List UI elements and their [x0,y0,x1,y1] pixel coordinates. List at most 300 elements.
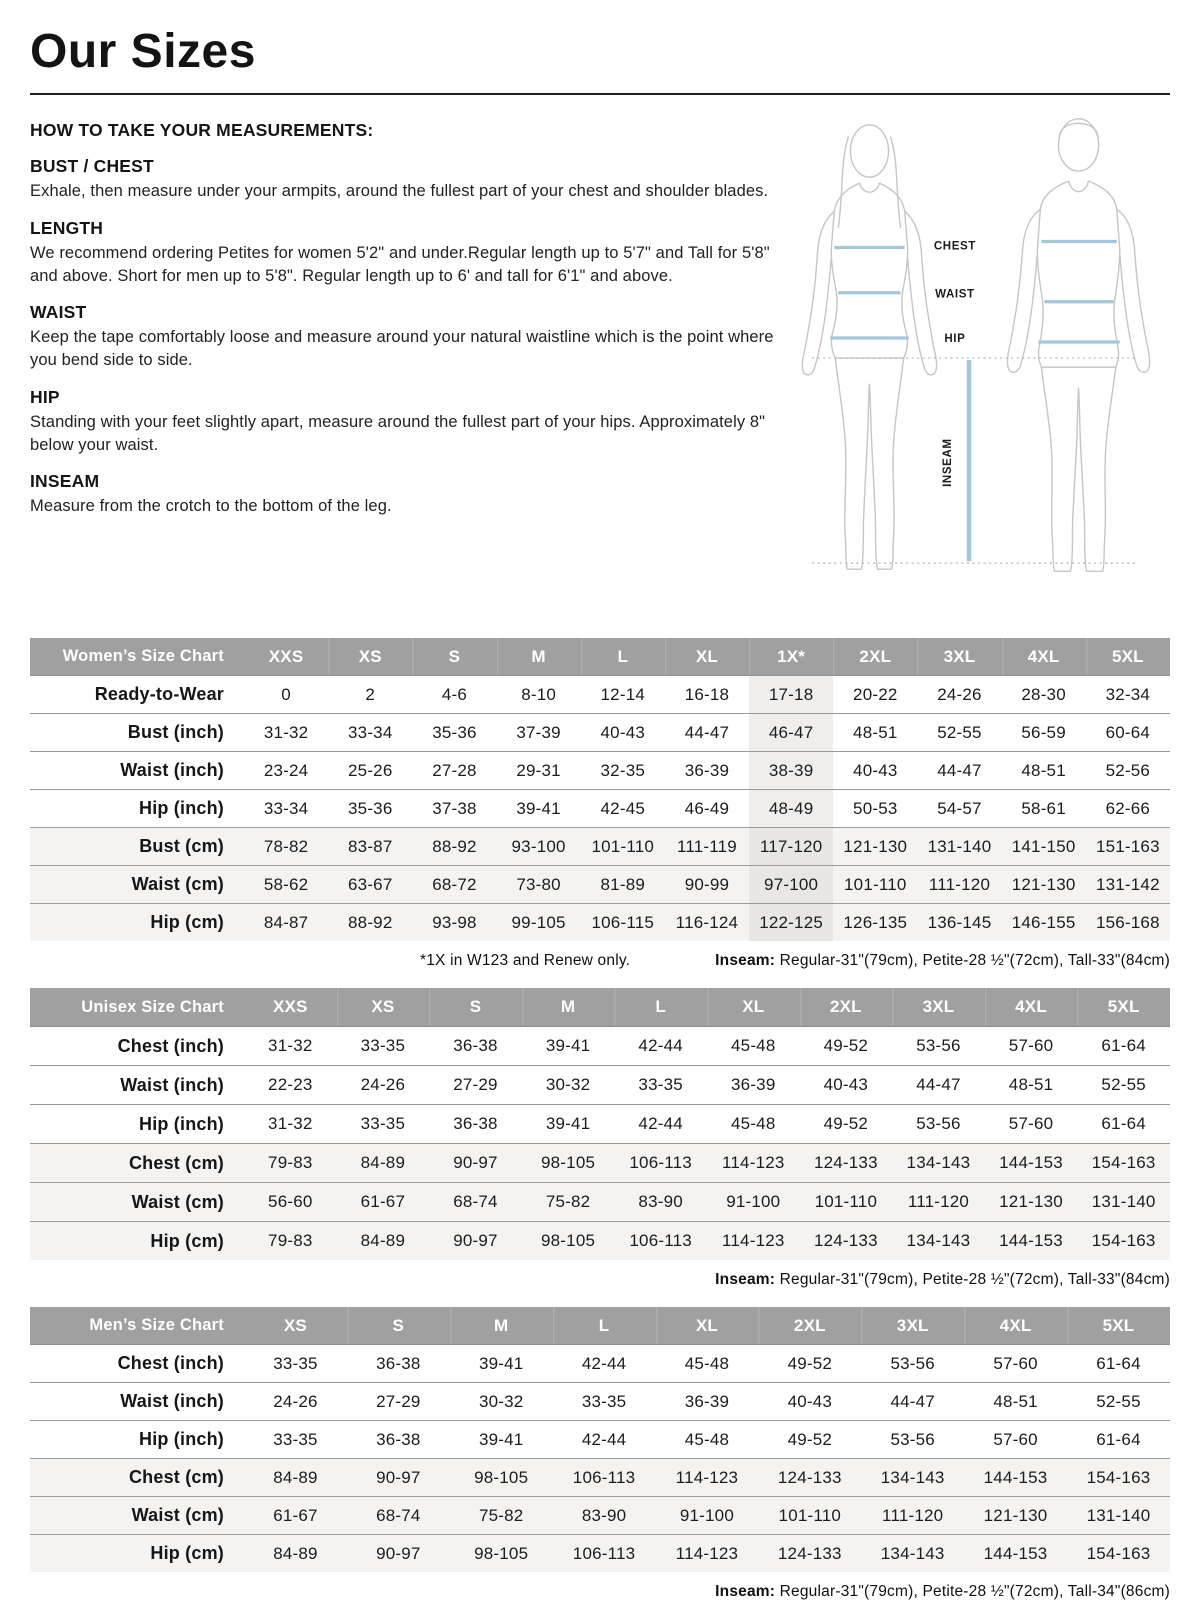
size-cell: 42-44 [614,1105,707,1144]
size-cell: 144-153 [964,1459,1067,1497]
size-table-men [30,1307,1170,1572]
size-cell: 151-163 [1086,828,1170,866]
table-header-row [30,988,1170,1027]
size-cell: 131-140 [1077,1183,1170,1222]
size-cell: 36-39 [665,752,749,790]
size-cell: 52-56 [1086,752,1170,790]
row-label: Waist (inch) [30,1383,244,1421]
size-cell: 90-97 [347,1459,450,1497]
size-cell: 56-59 [1002,714,1086,752]
size-cell: 121-130 [985,1183,1078,1222]
size-cell: 27-29 [347,1383,450,1421]
size-cell: 49-52 [758,1345,861,1383]
size-cell: 90-97 [429,1222,522,1260]
size-cell: 33-34 [328,714,412,752]
size-cell: 124-133 [758,1459,861,1497]
size-cell: 116-124 [665,904,749,941]
measurements-section [30,120,1170,590]
section-hip [30,387,782,457]
size-cell: 61-64 [1067,1345,1170,1383]
size-cell: 90-99 [665,866,749,904]
size-cell: 121-130 [1002,866,1086,904]
size-cell: 30-32 [522,1066,615,1105]
table-row [30,714,1170,752]
size-table-women [30,638,1170,941]
column-header: XXS [244,638,328,676]
row-label: Chest (cm) [30,1459,244,1497]
size-cell: 144-153 [985,1222,1078,1260]
size-cell: 36-39 [707,1066,800,1105]
size-cell: 84-89 [244,1535,347,1572]
table-row [30,1421,1170,1459]
size-cell: 44-47 [861,1383,964,1421]
table-footnote [30,1583,1170,1601]
size-cell: 49-52 [800,1027,893,1066]
size-cell: 121-130 [964,1497,1067,1535]
column-header: 1X* [749,638,833,676]
size-cell: 84-89 [244,1459,347,1497]
size-cell: 114-123 [707,1222,800,1260]
how-to-text-column [30,120,782,518]
size-cell: 57-60 [985,1105,1078,1144]
hip-label: HIP [944,332,966,345]
size-cell: 131-142 [1086,866,1170,904]
unisex-size-chart-section [30,988,1170,1289]
size-cell: 156-168 [1086,904,1170,941]
size-cell: 24-26 [244,1383,347,1421]
size-cell: 73-80 [497,866,581,904]
column-header: M [450,1307,553,1345]
size-cell: 33-35 [337,1027,430,1066]
column-header: L [581,638,665,676]
column-header: 3XL [892,988,985,1027]
size-cell: 144-153 [964,1535,1067,1572]
size-cell: 52-55 [1077,1066,1170,1105]
size-cell: 75-82 [522,1183,615,1222]
size-cell: 68-74 [429,1183,522,1222]
section-title: BUST / CHEST [30,156,154,176]
size-cell: 106-113 [553,1459,656,1497]
size-cell: 90-97 [347,1535,450,1572]
column-header: 5XL [1086,638,1170,676]
table-row [30,866,1170,904]
row-label: Waist (cm) [30,1183,244,1222]
table-title: Unisex Size Chart [30,988,244,1027]
mens-size-chart-section [30,1307,1170,1601]
table-row [30,1222,1170,1260]
column-header: 5XL [1067,1307,1170,1345]
size-cell: 134-143 [861,1535,964,1572]
table-row [30,1345,1170,1383]
size-cell: 91-100 [656,1497,759,1535]
size-cell: 23-24 [244,752,328,790]
section-body: Exhale, then measure under your armpits, around the fullest part of your chest and shoulder blades. [30,182,769,200]
size-cell: 45-48 [707,1105,800,1144]
size-cell: 36-38 [347,1345,450,1383]
size-cell: 99-105 [497,904,581,941]
table-row [30,1144,1170,1183]
row-label: Waist (cm) [30,1497,244,1535]
table-row [30,1183,1170,1222]
size-cell: 29-31 [497,752,581,790]
size-cell: 36-39 [656,1383,759,1421]
column-header: L [553,1307,656,1345]
column-header: 2XL [758,1307,861,1345]
row-label: Waist (cm) [30,866,244,904]
size-cell: 56-60 [244,1183,337,1222]
size-cell: 98-105 [450,1459,553,1497]
size-cell: 45-48 [707,1027,800,1066]
size-cell: 60-64 [1086,714,1170,752]
size-cell: 48-51 [985,1066,1078,1105]
size-cell: 48-51 [1002,752,1086,790]
size-cell: 49-52 [758,1421,861,1459]
section-body: Keep the tape comfortably loose and measure around your natural waistline which is the point where you bend side to side. [30,328,774,370]
size-cell: 111-119 [665,828,749,866]
page-title: Our Sizes [30,25,256,78]
size-cell: 27-28 [412,752,496,790]
size-cell: 61-64 [1067,1421,1170,1459]
size-cell: 45-48 [656,1345,759,1383]
size-cell: 106-115 [581,904,665,941]
row-label: Waist (inch) [30,752,244,790]
inseam-label: INSEAM [941,438,954,487]
section-body: Measure from the crotch to the bottom of the leg. [30,497,392,516]
table-row [30,1459,1170,1497]
size-cell: 17-18 [749,676,833,714]
size-cell: 98-105 [522,1222,615,1260]
size-cell: 40-43 [758,1383,861,1421]
size-cell: 46-49 [665,790,749,828]
size-cell: 53-56 [892,1105,985,1144]
row-label: Hip (inch) [30,1421,244,1459]
size-cell: 28-30 [1002,676,1086,714]
size-cell: 53-56 [861,1345,964,1383]
size-cell: 12-14 [581,676,665,714]
row-label: Chest (inch) [30,1027,244,1066]
size-cell: 83-90 [614,1183,707,1222]
size-cell: 46-47 [749,714,833,752]
size-cell: 93-100 [497,828,581,866]
size-cell: 36-38 [429,1027,522,1066]
section-bust-chest [30,156,782,203]
row-label: Hip (cm) [30,1222,244,1260]
size-cell: 91-100 [707,1183,800,1222]
size-cell: 35-36 [328,790,412,828]
size-cell: 31-32 [244,1027,337,1066]
size-cell: 131-140 [917,828,1001,866]
body-figures-illustration [782,108,1164,582]
column-header: 4XL [985,988,1078,1027]
size-cell: 57-60 [964,1345,1067,1383]
size-cell: 84-87 [244,904,328,941]
size-cell: 40-43 [833,752,917,790]
size-cell: 25-26 [328,752,412,790]
size-cell: 45-48 [656,1421,759,1459]
size-cell: 126-135 [833,904,917,941]
size-cell: 37-39 [497,714,581,752]
table-row [30,1027,1170,1066]
size-cell: 144-153 [985,1144,1078,1183]
column-header: 5XL [1077,988,1170,1027]
size-cell: 53-56 [892,1027,985,1066]
size-cell: 52-55 [1067,1383,1170,1421]
table-title: Men’s Size Chart [30,1307,244,1345]
size-cell: 32-35 [581,752,665,790]
column-header: XS [244,1307,347,1345]
size-cell: 79-83 [244,1222,337,1260]
size-cell: 88-92 [412,828,496,866]
title-divider [30,93,1170,95]
size-cell: 98-105 [522,1144,615,1183]
column-header: XL [656,1307,759,1345]
size-cell: 2 [328,676,412,714]
size-cell: 111-120 [892,1183,985,1222]
size-cell: 63-67 [328,866,412,904]
size-table-unisex [30,988,1170,1260]
size-cell: 36-38 [429,1105,522,1144]
footnote-inseam: Inseam: Regular-31"(79cm), Petite-28 ½"(72cm), Tall-33"(84cm) [715,952,1170,969]
size-cell: 33-35 [244,1345,347,1383]
size-cell: 101-110 [758,1497,861,1535]
measurement-diagram [782,108,1164,582]
size-cell: 31-32 [244,714,328,752]
size-cell: 101-110 [800,1183,893,1222]
chest-label: CHEST [933,240,976,253]
size-cell: 44-47 [892,1066,985,1105]
size-cell: 40-43 [800,1066,893,1105]
female-figure-outline [802,125,936,569]
waist-label: WAIST [935,288,975,301]
size-cell: 8-10 [497,676,581,714]
table-title: Women’s Size Chart [30,638,244,676]
size-cell: 39-41 [450,1421,553,1459]
size-cell: 90-97 [429,1144,522,1183]
size-cell: 20-22 [833,676,917,714]
column-header: 2XL [800,988,893,1027]
size-cell: 39-41 [450,1345,553,1383]
footnote-inseam: Inseam: Regular-31"(79cm), Petite-28 ½"(72cm), Tall-33"(84cm) [715,1271,1170,1288]
size-cell: 134-143 [892,1222,985,1260]
size-cell: 42-44 [553,1421,656,1459]
footnote-asterisk-note: *1X in W123 and Renew only. [419,952,631,969]
size-cell: 39-41 [497,790,581,828]
section-title: WAIST [30,302,87,323]
size-cell: 49-52 [800,1105,893,1144]
size-cell: 114-123 [707,1144,800,1183]
column-header: 4XL [1002,638,1086,676]
size-cell: 84-89 [337,1144,430,1183]
size-cell: 53-56 [861,1421,964,1459]
size-cell: 32-34 [1086,676,1170,714]
size-cell: 62-66 [1086,790,1170,828]
size-cell: 61-67 [244,1497,347,1535]
size-cell: 124-133 [800,1144,893,1183]
column-header: 2XL [833,638,917,676]
size-cell: 88-92 [328,904,412,941]
section-inseam [30,471,782,518]
size-cell: 124-133 [800,1222,893,1260]
size-cell: 0 [244,676,328,714]
size-cell: 134-143 [861,1459,964,1497]
size-cell: 68-74 [347,1497,450,1535]
column-header: XL [665,638,749,676]
column-header: L [614,988,707,1027]
row-label: Chest (cm) [30,1144,244,1183]
size-cell: 121-130 [833,828,917,866]
size-cell: 31-32 [244,1105,337,1144]
size-cell: 52-55 [917,714,1001,752]
size-cell: 33-35 [244,1421,347,1459]
table-header-row [30,1307,1170,1345]
section-title: HIP [30,386,60,407]
column-header: XXS [244,988,337,1027]
column-header: S [429,988,522,1027]
column-header: 3XL [861,1307,964,1345]
size-cell: 83-87 [328,828,412,866]
size-cell: 48-49 [749,790,833,828]
size-cell: 36-38 [347,1421,450,1459]
row-label: Bust (cm) [30,828,244,866]
size-cell: 78-82 [244,828,328,866]
size-cell: 24-26 [337,1066,430,1105]
size-cell: 84-89 [337,1222,430,1260]
size-cell: 124-133 [758,1535,861,1572]
size-cell: 61-67 [337,1183,430,1222]
size-cell: 42-44 [614,1027,707,1066]
table-row [30,790,1170,828]
size-cell: 58-62 [244,866,328,904]
table-row [30,1105,1170,1144]
size-cell: 30-32 [450,1383,553,1421]
footnote-inseam: Inseam: Regular-31"(79cm), Petite-28 ½"(72cm), Tall-34"(86cm) [715,1583,1170,1600]
size-cell: 98-105 [450,1535,553,1572]
size-cell: 40-43 [581,714,665,752]
how-to-heading: HOW TO TAKE YOUR MEASUREMENTS: [30,120,374,140]
size-cell: 57-60 [985,1027,1078,1066]
size-charts [30,638,1170,1601]
table-row [30,1535,1170,1572]
table-row [30,1383,1170,1421]
size-cell: 114-123 [656,1459,759,1497]
size-cell: 131-140 [1067,1497,1170,1535]
size-cell: 97-100 [749,866,833,904]
column-header: 3XL [917,638,1001,676]
column-header: M [522,988,615,1027]
size-cell: 48-51 [964,1383,1067,1421]
row-label: Hip (inch) [30,1105,244,1144]
male-figure-outline [1007,119,1149,571]
size-cell: 106-113 [614,1144,707,1183]
size-cell: 101-110 [833,866,917,904]
size-cell: 4-6 [412,676,496,714]
size-cell: 50-53 [833,790,917,828]
size-cell: 33-35 [337,1105,430,1144]
column-header: XS [337,988,430,1027]
size-cell: 79-83 [244,1144,337,1183]
size-cell: 111-120 [861,1497,964,1535]
size-cell: 136-145 [917,904,1001,941]
size-cell: 101-110 [581,828,665,866]
size-cell: 33-34 [244,790,328,828]
column-header: S [347,1307,450,1345]
size-cell: 44-47 [665,714,749,752]
size-cell: 154-163 [1067,1459,1170,1497]
size-cell: 61-64 [1077,1105,1170,1144]
size-cell: 38-39 [749,752,833,790]
size-cell: 106-113 [614,1222,707,1260]
size-cell: 68-72 [412,866,496,904]
size-cell: 154-163 [1067,1535,1170,1572]
size-cell: 37-38 [412,790,496,828]
size-cell: 54-57 [917,790,1001,828]
size-cell: 61-64 [1077,1027,1170,1066]
section-title: LENGTH [30,217,104,238]
size-cell: 33-35 [553,1383,656,1421]
column-header: S [412,638,496,676]
size-cell: 42-44 [553,1345,656,1383]
size-cell: 22-23 [244,1066,337,1105]
row-label: Waist (inch) [30,1066,244,1105]
size-cell: 122-125 [749,904,833,941]
womens-size-chart-section [30,638,1170,970]
size-cell: 39-41 [522,1105,615,1144]
size-cell: 39-41 [522,1027,615,1066]
size-cell: 33-35 [614,1066,707,1105]
table-row [30,752,1170,790]
size-cell: 83-90 [553,1497,656,1535]
size-cell: 57-60 [964,1421,1067,1459]
table-row [30,1497,1170,1535]
size-cell: 81-89 [581,866,665,904]
table-footnote [30,1271,1170,1289]
section-body: Standing with your feet slightly apart, measure around the fullest part of your hips. Approximately 8" below your waist. [30,412,766,454]
row-label: Hip (cm) [30,1535,244,1572]
row-label: Hip (cm) [30,904,244,941]
column-header: XS [328,638,412,676]
section-length [30,218,782,288]
table-header-row [30,638,1170,676]
row-label: Ready-to-Wear [30,676,244,714]
size-cell: 93-98 [412,904,496,941]
column-header: 4XL [964,1307,1067,1345]
size-cell: 44-47 [917,752,1001,790]
size-cell: 106-113 [553,1535,656,1572]
column-header: XL [707,988,800,1027]
size-cell: 146-155 [1002,904,1086,941]
table-row [30,904,1170,941]
row-label: Hip (inch) [30,790,244,828]
section-waist [30,302,782,372]
column-header: M [497,638,581,676]
size-cell: 27-29 [429,1066,522,1105]
size-cell: 154-163 [1077,1144,1170,1183]
size-cell: 111-120 [917,866,1001,904]
size-cell: 114-123 [656,1535,759,1572]
size-cell: 134-143 [892,1144,985,1183]
size-cell: 154-163 [1077,1222,1170,1260]
size-cell: 16-18 [665,676,749,714]
size-cell: 24-26 [917,676,1001,714]
size-cell: 117-120 [749,828,833,866]
size-cell: 48-51 [833,714,917,752]
section-title: INSEAM [30,471,100,492]
size-cell: 35-36 [412,714,496,752]
row-label: Chest (inch) [30,1345,244,1383]
row-label: Bust (inch) [30,714,244,752]
table-row [30,1066,1170,1105]
size-cell: 58-61 [1002,790,1086,828]
